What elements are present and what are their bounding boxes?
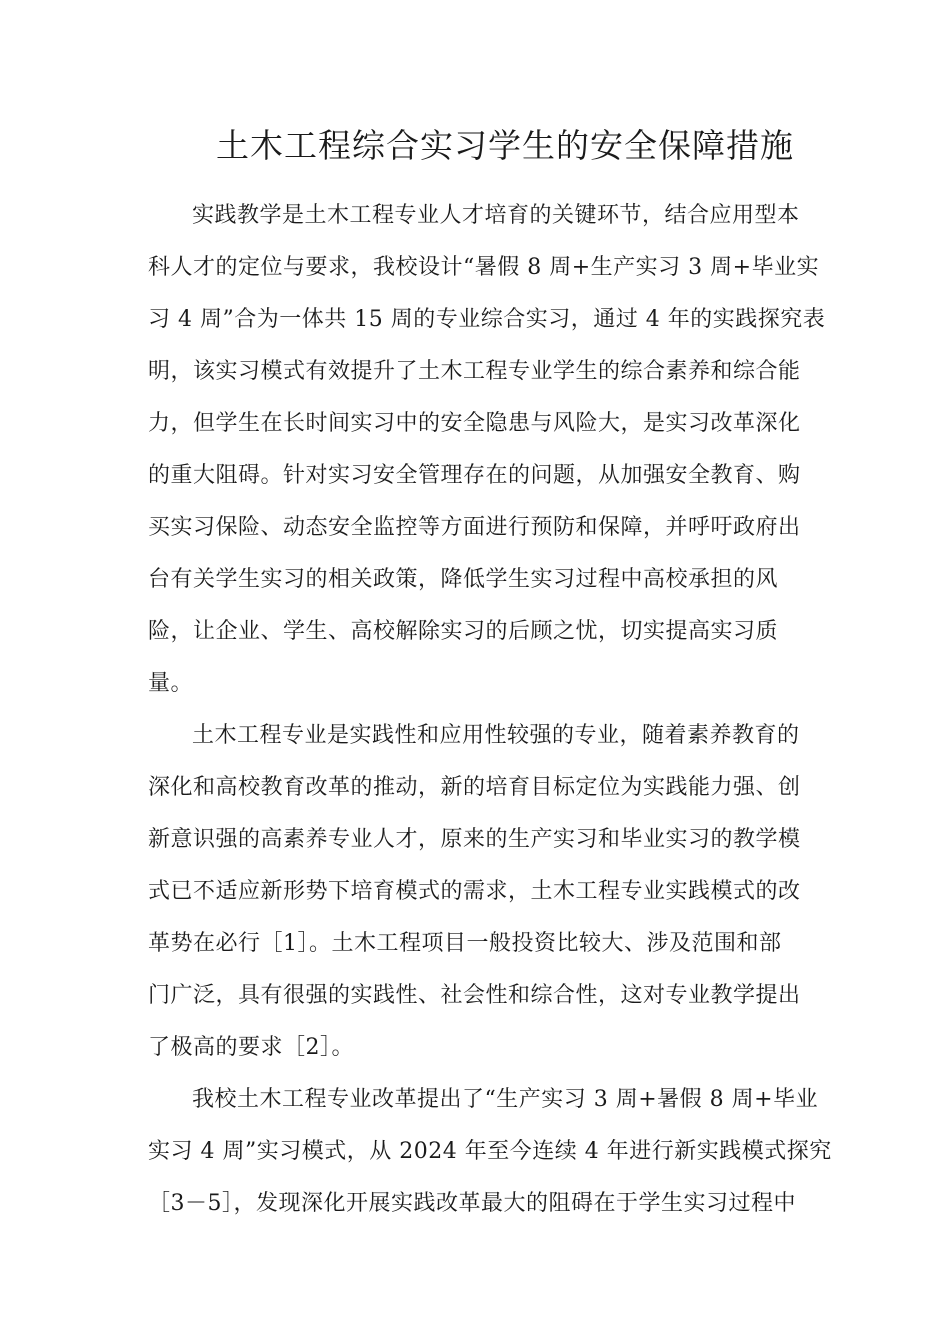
paragraph-3-line-1: 我校土木工程专业改革提出了“生产实习 3 周+暑假 8 周+毕业 [192, 1087, 819, 1112]
paragraph-1-line-9: 险，让企业、学生、高校解除实习的后顾之忧，切实提高实习质 [148, 619, 779, 644]
paragraph-1-line-7: 买实习保险、动态安全监控等方面进行预防和保障，并呼吁政府出 [148, 515, 801, 540]
paragraph-1-line-1: 实践教学是土木工程专业人才培育的关键环节，结合应用型本 [192, 203, 800, 228]
paragraph-1-line-2: 科人才的定位与要求，我校设计“暑假 8 周+生产实习 3 周+毕业实 [148, 255, 820, 280]
paragraph-1-line-10: 量。 [148, 671, 194, 696]
paragraph-2-line-1: 土木工程专业是实践性和应用性较强的专业，随着素养教育的 [192, 723, 800, 748]
document-title: 土木工程综合实习学生的安全保障措施 [216, 126, 794, 165]
paragraph-2-line-7: 了极高的要求［2］。 [148, 1035, 354, 1060]
paragraph-2-line-4: 式已不适应新形势下培育模式的需求，土木工程专业实践模式的改 [148, 879, 801, 904]
paragraph-2-line-2: 深化和高校教育改革的推动，新的培育目标定位为实践能力强、创 [148, 775, 801, 800]
paragraph-1-line-8: 台有关学生实习的相关政策，降低学生实习过程中高校承担的风 [148, 567, 779, 592]
paragraph-1-line-4: 明，该实习模式有效提升了土木工程专业学生的综合素养和综合能 [148, 359, 801, 384]
paragraph-3-line-3: ［3－5］，发现深化开展实践改革最大的阻碍在于学生实习过程中 [148, 1191, 796, 1216]
paragraph-1-line-5: 力，但学生在长时间实习中的安全隐患与风险大，是实习改革深化 [148, 411, 801, 436]
paragraph-2-line-5: 革势在必行［1］。土木工程项目一般投资比较大、涉及范围和部 [148, 931, 782, 956]
paragraph-1-line-6: 的重大阻碍。针对实习安全管理存在的问题，从加强安全教育、购 [148, 463, 801, 488]
paragraph-2-line-6: 门广泛，具有很强的实践性、社会性和综合性，这对专业教学提出 [148, 983, 801, 1008]
paragraph-1-line-3: 习 4 周”合为一体共 15 周的专业综合实习，通过 4 年的实践探究表 [148, 307, 826, 332]
paragraph-2-line-3: 新意识强的高素养专业人才，原来的生产实习和毕业实习的教学模 [148, 827, 801, 852]
paragraph-3-line-2: 实习 4 周”实习模式，从 2024 年至今连续 4 年进行新实践模式探究 [148, 1139, 832, 1164]
